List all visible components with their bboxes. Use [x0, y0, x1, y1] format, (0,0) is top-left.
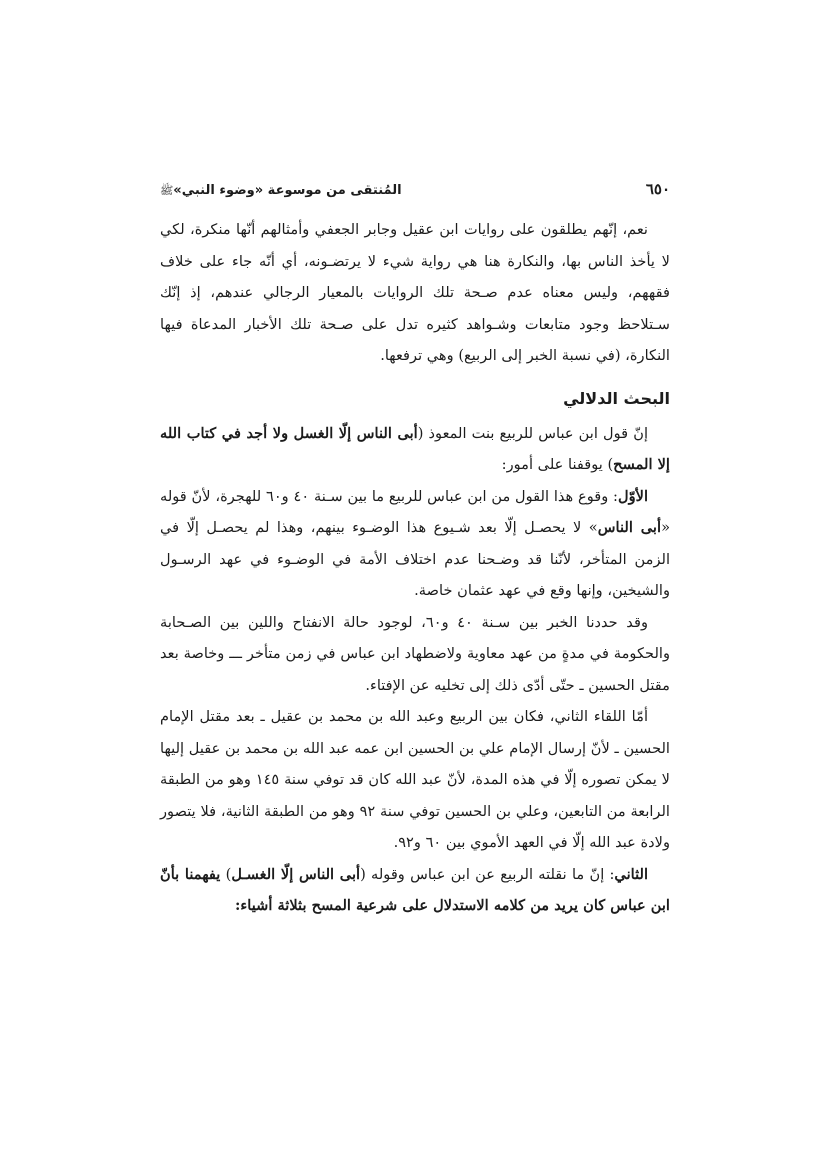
- paragraph-intro: نعم، إنّهم يطلقون على روايات ابن عقيل وجابر الجعفي وأمثالهم أنّها منكرة، لكي لا يأخذ الناس بها، والنكارة هنا هي رواية شيء لا يرتضـونه، أي أنّه جاء على خلاف فقههم، وليس معناه عدم صـحة تلك الروايات بالمعيار الرجالي عندهم، إذ إنّك سـتلاحظ وجود متابعات وشـواهد كثيره تدل على صـحة تلك الأخبار المدعاة فيها النكارة، (في نسبة الخبر إلى الربيع) وهي ترفعها.: [160, 221, 670, 364]
- paragraph-quote-end: ) يوقفنا على أمور:: [501, 456, 614, 473]
- running-title: [160, 183, 402, 200]
- section-heading: البحث الدلالي: [563, 388, 670, 408]
- honorific-symbol: ﷺ: [160, 184, 174, 197]
- running-header: [160, 180, 670, 204]
- paragraph-dating: وقد حددنا الخبر بين سـنة ٤٠ و٦٠، لوجود حالة الانفتاح واللين بين الصـحابة والحكومة في مدةٍ من عهد معاوية ولاضطهاد ابن عباس في زمن متأخر ـــ وخاصة بعد مقتل الحسين ـ حتّى أدّى ذلك إلى تخليه عن الإفتاء.: [160, 613, 670, 694]
- paragraph-quote: [160, 418, 670, 481]
- paragraph-second-meeting: أمّا اللقاء الثاني، فكان بين الربيع وعبد الله بن محمد بن عقيل ـ بعد مقتل الإمام الحسين ـ لأنّ إرسال الإمام علي بن الحسين ابن عمه عبد الله بن محمد بن عقيل إليها لا يمكن تصوره إلّا في هذه المدة، لأنّ عبد الله كان قد توفي سنة ١٤٥ وهو من الطبقة الرابعة من التابعين، وعلي بن الحسين توفي سنة ٩٢ وهو من الطبقة الثانية، فلا يتصور ولادة عبد الله إلّا في العهد الأموي بين ٦٠ و٩٢.: [160, 708, 670, 851]
- page-number: ٦٥٠: [645, 180, 670, 198]
- paragraph-second-point: [160, 859, 670, 922]
- first-point-text-b: » لا يحصـل إلّا بعد شـيوع هذا الوضـوء بينهم، وهذا لم يحصـل إلّا في الزمن المتأخر، لأنّنا قد وضـحنا عدم اختلاف الأمة في الوضـوء في عهد الرسـول والشيخين، وإنها وقع في عهد عثمان خاصة.: [160, 519, 670, 599]
- first-point-bold: أبى الناس: [597, 519, 662, 536]
- second-point-bold-quote: أبى الناس إلّا الغسـل: [231, 865, 361, 883]
- first-point-text-a: : وقوع هذا القول من ابن عباس للربيع ما بين سـنة ٤٠ و٦٠ للهجرة، لأنّ قوله «: [160, 487, 670, 536]
- first-point-label: الأوّل: [617, 487, 649, 505]
- second-point-text-a: : إنّ ما نقلته الربيع عن ابن عباس وقوله (: [360, 865, 615, 883]
- second-point-bold-conclusion: يفهمنا بأنّ ابن عباس كان يريد من كلامه الاستدلال على شرعية المسح بثلاثة أشياء:: [160, 865, 670, 914]
- second-point-text-b: ): [220, 865, 232, 883]
- book-page: [160, 180, 670, 914]
- paragraph-first-point: [160, 481, 670, 607]
- paragraph-quote-start: إنّ قول ابن عباس للربيع بنت المعوذ (: [417, 424, 649, 442]
- second-point-label: الثاني: [614, 865, 648, 883]
- quote-bold: أبى الناس إلّا الغسل ولا أجد في كتاب الله إلا المسح: [160, 424, 670, 473]
- running-title-text: المُنتقى من موسوعة «وضوء النبي»: [173, 183, 402, 198]
- body-text: [160, 214, 670, 922]
